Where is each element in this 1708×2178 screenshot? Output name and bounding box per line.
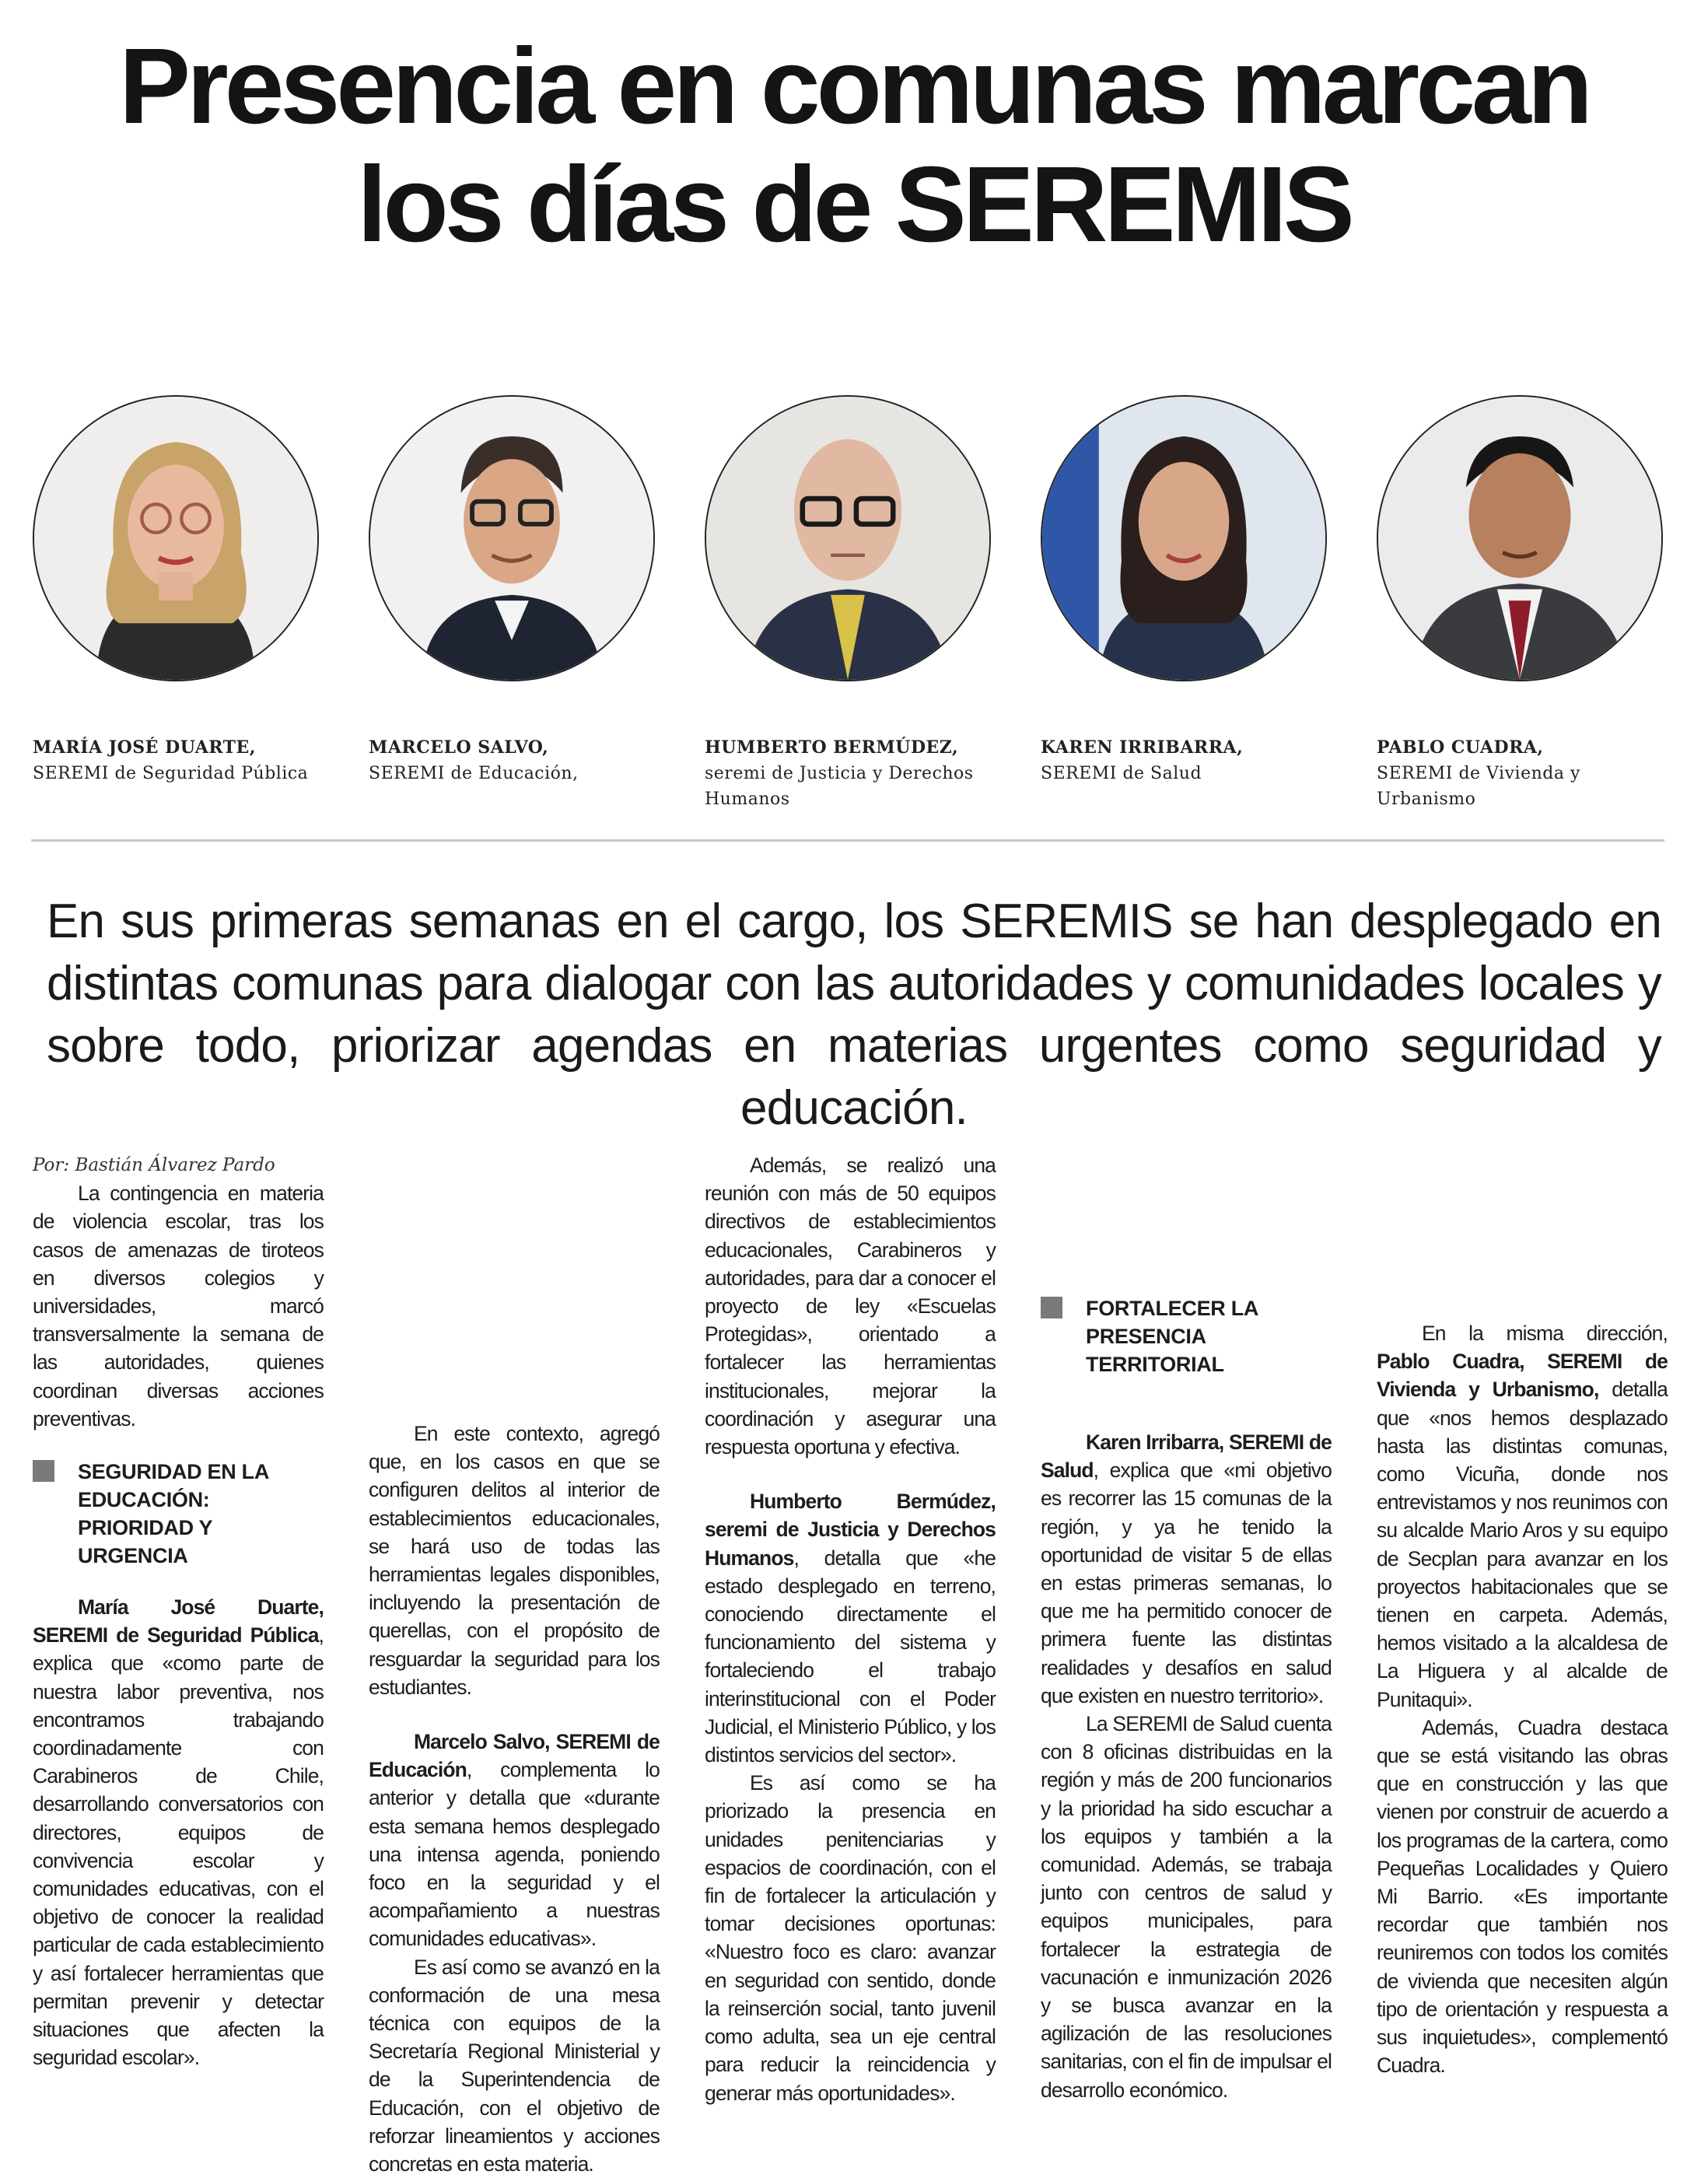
portrait-maria-jose-duarte (33, 395, 319, 681)
caption-name: MARÍA JOSÉ DUARTE, (33, 737, 256, 758)
speaker-name: Karen Irribarra, SEREMI de Salud (1041, 1430, 1332, 1483)
paragraph-text: detalla que «nos hemos desplazado hasta las distintas comunas, como Vicuña, donde nos entrevistamos y nos reunimos con su alcalde Mario Aros y su equipo de Secplan para avanzar en los proyectos habitacionales que se tienen en carpeta. Además, hemos visitado a la alcaldesa de La Higuera y al alcalde de Punitaqui». (1377, 1378, 1668, 1711)
caption-name: KAREN IRRIBARRA, (1041, 737, 1244, 758)
section-heading-text: SEGURIDAD EN LA EDUCACIÓN: PRIORIDAD Y URGENCIA (78, 1460, 269, 1568)
section-heading-territorial (1041, 1294, 1332, 1378)
caption-role: SEREMI de Seguridad Pública (33, 764, 309, 783)
article-column-3 (705, 1151, 996, 2107)
article-column-5 (1377, 1151, 1668, 2079)
paragraph-text: , complementa lo anterior y detalla que «durante esta semana hemos desplegado una intensa agenda, poniendo foco en la seguridad y el acompañamiento a nuestras comunidades educativas». (369, 1758, 660, 1951)
caption-maria-jose-duarte (33, 735, 328, 786)
speaker-name: Marcelo Salvo, SEREMI de Educación (369, 1730, 660, 1782)
speaker-name: María José Duarte, SEREMI de Seguridad Pública (33, 1595, 324, 1648)
caption-pablo-cuadra (1377, 735, 1587, 812)
article-column-1 (33, 1151, 324, 2071)
paragraph: Además, se realizó una reunión con más de 50 equipos directivos de establecimientos educacionales, Carabineros y autoridades, para dar a conocer el proyecto de ley «Escuelas Protegidas», orientado a fortalecer las herramientas institucionales, mejorar la coordinación y asegurar una respuesta oportuna y efectiva. (705, 1154, 996, 1459)
portrait-marcelo-salvo (369, 395, 655, 681)
paragraph (1377, 1319, 1668, 1714)
caption-name: MARCELO SALVO, (369, 737, 549, 758)
caption-name: PABLO CUADRA, (1377, 737, 1544, 758)
caption-marcelo-salvo (369, 735, 664, 786)
byline: Por: Bastián Álvarez Pardo (33, 1155, 275, 1175)
paragraph: En este contexto, agregó que, en los casos en que se configuren delitos al interior de establecimientos educacionales, se hará uso de todas las herramientas legales disponibles, incluyendo la presentación de querellas, con el propósito de resguardar la seguridad para los estudiantes. (369, 1422, 660, 1699)
speaker-name: Pablo Cuadra, SEREMI de Vivienda y Urbanismo, (1377, 1350, 1668, 1402)
headline-line-1: Presencia en comunas marcan (119, 26, 1589, 146)
paragraph-text: , explica que «mi objetivo es recorrer las 15 comunas de la región, y ya he tenido la oportunidad de visitar 5 de ellas en estas primeras semanas, lo que me ha permitido conocer de primera fuente las distintas realidades y desafíos en salud que existen en nuestro territorio». (1041, 1458, 1332, 1707)
section-marker-icon (33, 1460, 54, 1482)
section-heading-text: FORTALECER LA PRESENCIA TERRITORIAL (1086, 1297, 1258, 1376)
section-divider (31, 839, 1664, 842)
paragraph: Además, Cuadra destaca que se está visitando las obras que en construcción y las que vienen por construir de acuerdo a los programas de la cartera, como Pequeñas Localidades y Quiero Mi Barrio. «Es importante recordar que también nos reuniremos con todos los comités de vivienda que necesiten algún tipo de orientación y respuesta a sus inquietudes», complementó Cuadra. (1377, 1715, 1668, 2078)
paragraph: La contingencia en materia de violencia escolar, tras los casos de amenazas de tiroteos en diversos colegios y universidades, marcó transversalmente la semana de las autoridades, quienes coordinan diversas acciones preventivas. (33, 1182, 324, 1430)
paragraph-text: , detalla que «he estado desplegado en terreno, conociendo directamente el funcionamiento del sistema y fortaleciendo el trabajo interinstitucional con el Poder Judicial, el Ministerio Público, y los distintos servicios del sector». (705, 1546, 996, 1767)
paragraph (1041, 1428, 1332, 1710)
caption-role: SEREMI de Salud (1041, 764, 1202, 783)
article-column-4 (1041, 1294, 1332, 2104)
caption-role: SEREMI de Educación, (369, 764, 579, 783)
paragraph: Es así como se avanzó en la conformación de una mesa técnica con equipos de la Secretaría Regional Ministerial y de la Superintendencia de Educación, con el objetivo de reforzar lineamientos y acciones concretas en esta materia. (369, 1955, 660, 2176)
caption-role: seremi de Justicia y Derechos Humanos (705, 764, 974, 809)
paragraph (369, 1728, 660, 1953)
paragraph (705, 1487, 996, 1769)
paragraph-text: , explica que «como parte de nuestra labor preventiva, nos encontramos trabajando coordinadamente con Carabineros de Chile, desarrollando conversatorios con directores, equipos de convivencia escolar y comunidades educativas, con el objetivo de conocer la realidad particular de cada establecimiento y así fortalecer herramientas que permitan prevenir y detectar situaciones que afecten la seguridad escolar». (33, 1623, 324, 2070)
paragraph-text: En la misma dirección, (1422, 1322, 1668, 1345)
caption-karen-irribarra (1041, 735, 1336, 786)
headline (31, 27, 1677, 264)
paragraph: La SEREMI de Salud cuenta con 8 oficinas distribuidas en la región y más de 200 funcionarios y la prioridad ha sido escuchar a los equipos y también a la comunidad. Además, se trabaja junto con centros de salud y equipos municipales, para fortalecer la estrategia de vacunación e inmunización 2026 y se busca avanzar en la agilización de las resoluciones sanitarias, con el fin de impulsar el desarrollo económico. (1041, 1712, 1332, 2102)
speaker-name: Humberto Bermúdez, seremi de Justicia y Derechos Humanos (705, 1490, 996, 1570)
section-marker-icon (1041, 1297, 1062, 1318)
paragraph (33, 1593, 324, 2071)
article-column-2 (369, 1105, 660, 2178)
caption-humberto-bermudez (705, 735, 992, 812)
paragraph: Es así como se ha priorizado la presencia en unidades penitenciarias y espacios de coordinación, con el fin de fortalecer la articulación y tomar decisiones oportunas: «Nuestro foco es claro: avanzar en seguridad con sentido, donde la reinserción social, tanto juvenil como adulta, sea un eje central para reducir la reincidencia y generar más oportunidades». (705, 1771, 996, 2105)
portrait-humberto-bermudez (705, 395, 991, 681)
section-heading-seguridad (33, 1458, 324, 1570)
portrait-pablo-cuadra (1377, 395, 1663, 681)
lead-paragraph: En sus primeras semanas en el cargo, los SEREMIS se han desplegado en distintas comunas para dialogar con las autoridades y comunidades locales y sobre todo, priorizar agendas en materias urgentes como seguridad y educación. (47, 895, 1661, 1135)
caption-role: SEREMI de Vivienda y Urbanismo (1377, 764, 1580, 809)
portrait-karen-irribarra (1041, 395, 1327, 681)
headline-line-2: los días de SEREMIS (357, 145, 1351, 264)
caption-name: HUMBERTO BERMÚDEZ, (705, 737, 959, 758)
